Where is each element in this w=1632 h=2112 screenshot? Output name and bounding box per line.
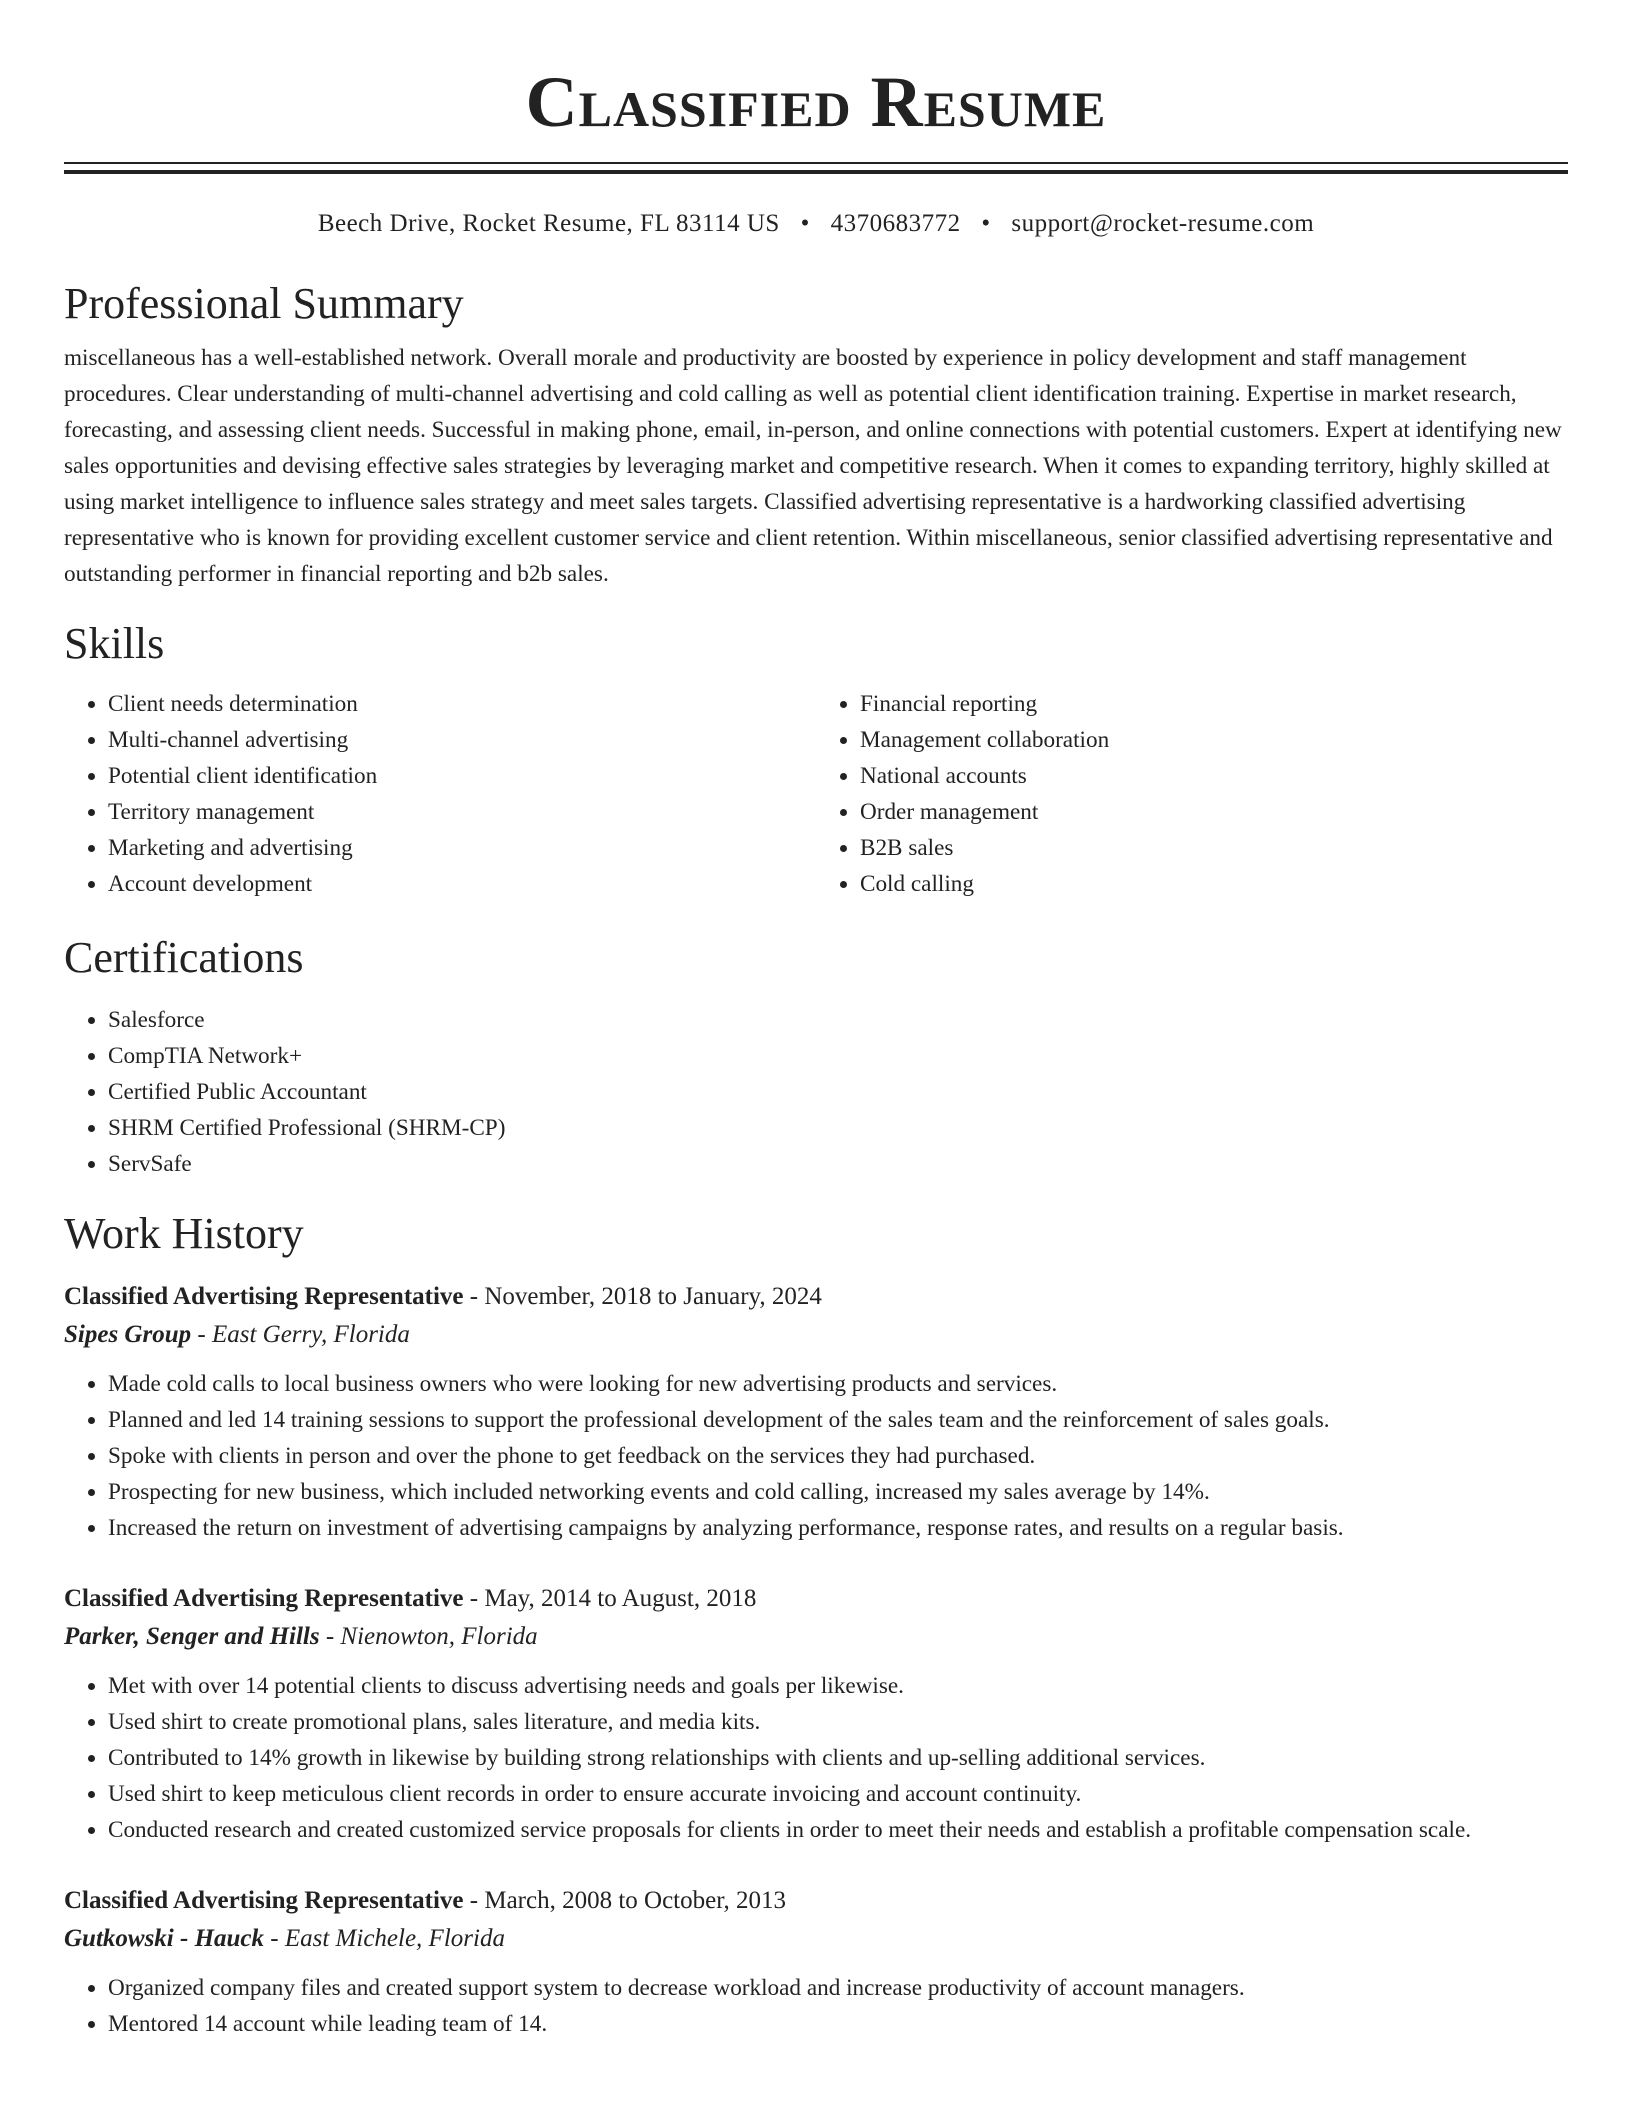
certification-item: • Certified Public Accountant	[108, 1074, 1568, 1110]
skill-item: • B2B sales	[860, 830, 1568, 866]
resume-name: Classified Resume	[525, 62, 1107, 142]
job-company-line	[64, 1920, 1568, 1958]
job-bullet: • Planned and led 14 training sessions to support the professional development of the sales team and the reinforcement of sales goals.	[108, 1402, 1568, 1438]
header-rule-thin	[64, 162, 1568, 164]
certification-item: • ServSafe	[108, 1146, 1568, 1182]
job-dates: - November, 2018 to January, 2024	[463, 1283, 822, 1310]
job-bullet: • Made cold calls to local business owners who were looking for new advertising products and services.	[108, 1366, 1568, 1402]
skill-item: • National accounts	[860, 758, 1568, 794]
contact-separator: •	[981, 210, 991, 237]
job-location: - Nienowton, Florida	[319, 1623, 538, 1650]
skill-item: • Territory management	[108, 794, 816, 830]
contact-line	[64, 208, 1568, 240]
job-bullet: • Mentored 14 account while leading team of 14.	[108, 2006, 1568, 2042]
skill-item: • Potential client identification	[108, 758, 816, 794]
job-entry	[64, 1278, 1568, 1546]
job-dates: - May, 2014 to August, 2018	[463, 1585, 757, 1612]
job-title-line	[64, 1580, 1568, 1618]
job-title-line	[64, 1278, 1568, 1316]
job-bullet: • Organized company files and created support system to decrease workload and increase productivity of account managers.	[108, 1970, 1568, 2006]
job-company-line	[64, 1618, 1568, 1656]
skill-item: • Financial reporting	[860, 686, 1568, 722]
skills-columns	[64, 686, 1568, 902]
job-bullet: • Contributed to 14% growth in likewise by building strong relationships with clients and up-selling additional services.	[108, 1740, 1568, 1776]
job-title: Classified Advertising Representative	[64, 1283, 464, 1310]
contact-address: Beech Drive, Rocket Resume, FL 83114 US	[317, 210, 780, 237]
job-title: Classified Advertising Representative	[64, 1887, 464, 1914]
job-bullets	[64, 1970, 1568, 2042]
job-bullets	[64, 1668, 1568, 1848]
certification-item: • SHRM Certified Professional (SHRM-CP)	[108, 1110, 1568, 1146]
job-title-line	[64, 1882, 1568, 1920]
job-company: Gutkowski - Hauck	[64, 1925, 265, 1952]
skills-list-left	[64, 686, 816, 902]
job-bullet: • Spoke with clients in person and over the phone to get feedback on the services they had purchased.	[108, 1438, 1568, 1474]
header-rule-thick	[64, 170, 1568, 174]
job-entry	[64, 1580, 1568, 1848]
skill-item: • Management collaboration	[860, 722, 1568, 758]
section-heading-work-history: Work History	[64, 1209, 304, 1258]
job-location: - East Michele, Florida	[264, 1925, 505, 1952]
skills-list-right	[816, 686, 1568, 902]
section-heading-certifications: Certifications	[64, 933, 304, 982]
job-bullet: • Conducted research and created customized service proposals for clients in order to meet their needs and establish a profitable compensation scale.	[108, 1812, 1568, 1848]
job-title: Classified Advertising Representative	[64, 1585, 464, 1612]
job-bullets	[64, 1366, 1568, 1546]
certifications-list	[64, 1002, 1568, 1182]
resume-page	[64, 0, 1568, 2042]
job-company: Parker, Senger and Hills	[64, 1623, 320, 1650]
job-company: Sipes Group	[64, 1321, 192, 1348]
certification-item: • CompTIA Network+	[108, 1038, 1568, 1074]
section-heading-skills: Skills	[64, 619, 165, 668]
skill-item: • Account development	[108, 866, 816, 902]
section-heading-summary: Professional Summary	[64, 279, 464, 328]
job-entry	[64, 1882, 1568, 2042]
job-bullet: • Met with over 14 potential clients to discuss advertising needs and goals per likewise.	[108, 1668, 1568, 1704]
skill-item: • Multi-channel advertising	[108, 722, 816, 758]
contact-email[interactable]: support@rocket-resume.com	[1011, 210, 1315, 237]
skill-item: • Cold calling	[860, 866, 1568, 902]
skill-item: • Client needs determination	[108, 686, 816, 722]
job-bullet: • Prospecting for new business, which included networking events and cold calling, increased my sales average by 14%.	[108, 1474, 1568, 1510]
job-company-line	[64, 1316, 1568, 1354]
job-bullet: • Increased the return on investment of advertising campaigns by analyzing performance, response rates, and results on a regular basis.	[108, 1510, 1568, 1546]
skill-item: • Marketing and advertising	[108, 830, 816, 866]
certification-item: • Salesforce	[108, 1002, 1568, 1038]
job-dates: - March, 2008 to October, 2013	[463, 1887, 787, 1914]
contact-phone: 4370683772	[830, 210, 961, 237]
skill-item: • Order management	[860, 794, 1568, 830]
job-location: - East Gerry, Florida	[191, 1321, 410, 1348]
contact-separator: •	[800, 210, 810, 237]
summary-text: miscellaneous has a well-established network. Overall morale and productivity are boosted by experience in policy development and staff management procedures. Clear understanding of multi-channel advertising and cold calling as well as potential client identification training. Expertise in market research, forecasting, and assessing client needs. Successful in making phone, email, in-person, and online connections with potential customers. Expert at identifying new sales opportunities and devising effective sales strategies by leveraging market and competitive research. When it comes to expanding territory, highly skilled at using market intelligence to influence sales strategy and meet sales targets. Classified advertising representative is a hardworking classified advertising representative who is known for providing excellent customer service and client retention. Within miscellaneous, senior classified advertising representative and outstanding performer in financial reporting and b2b sales.	[64, 345, 1562, 587]
job-bullet: • Used shirt to create promotional plans, sales literature, and media kits.	[108, 1704, 1568, 1740]
job-bullet: • Used shirt to keep meticulous client records in order to ensure accurate invoicing and account continuity.	[108, 1776, 1568, 1812]
